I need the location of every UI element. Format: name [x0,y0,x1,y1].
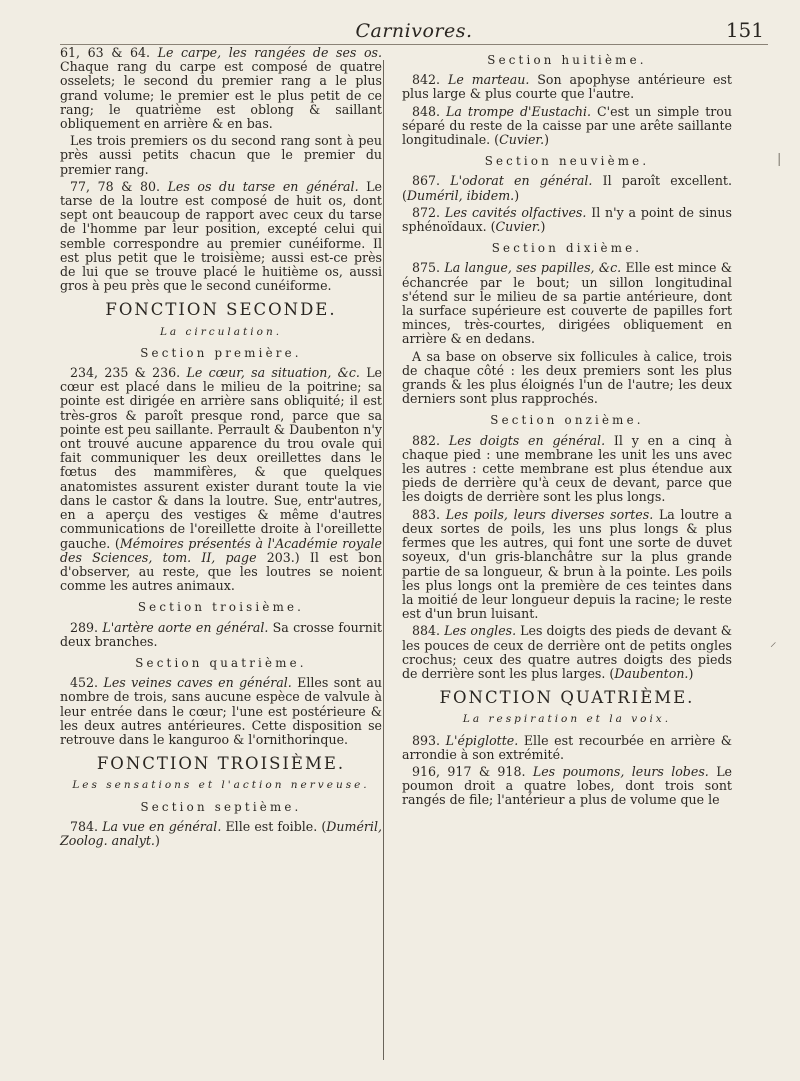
article-text: Son apophyse antérieure est plus large & plus courte que l'autre. [402,72,732,102]
article-title: La trompe d'Eustachi. [446,103,592,119]
paragraph: Les trois premiers os du second rang sont à peu près aussi petits chacun que le premier du premier rang. [60,133,382,177]
article-text: 203.) Il est bon d'observer, au reste, que les loutres se noient comme les autres animaux. [60,549,382,594]
margin-mark: | [777,152,782,167]
article-text: Le poumon droit a quatre lobes, dont trois sont rangés de file; l'antérieur a plus de volume que le [402,763,733,808]
article-number: 893. [412,732,441,748]
article-text: Elle est foible. ( [225,818,327,834]
article-text: Elle est recourbée en arrière & arrondie à son extrémité. [402,732,732,762]
article-title: Le cœur, sa situation, &c. [186,365,360,381]
paragraph [402,206,732,234]
paragraph [402,261,732,346]
article-title: L'artère aorte en général. [102,619,269,635]
paragraph: A sa base on observe six follicules à calice, trois de chaque côté : les deux premiers sont les plus grands & les plus éloignés l'un de l'autre; les deux derniers sont plus rapprochés. [402,348,732,407]
paragraph [60,621,382,649]
subheading: Les sensations et l'action nerveuse. [72,779,370,792]
subheading: La respiration et la voix. [462,713,672,726]
article-number: 289. [70,619,99,635]
article-title: La vue en général. [102,818,222,834]
article-title: Les poils, leurs diverses sortes. [445,506,654,522]
citation: Cuvier. [499,132,545,148]
left-column [60,46,382,851]
section-heading: Section troisième. [137,600,305,615]
article-number: 61, 63 & 64. [60,45,151,60]
article-number: 916, 917 & 918. [412,763,526,779]
article-text: C'est un simple trou séparé du reste de la caisse par une arête saillante longitudinale. ( [402,103,732,148]
margin-mark: ⸝ [770,635,777,650]
article-text: Elle est mince & échancrée par le bout; un sillon longitudinal s'étend sur le milieu de sa partie antérieure, dont la surface supérieure est couverte de papilles fort minces, très-courtes, dirigées obliquement en arrière & en dedans. [402,260,732,347]
article-number: 784. [70,818,99,834]
article-number: 883. [412,506,441,522]
article-text: La loutre a deux sortes de poils, les uns plus longs & plus fermes que les autres, qui font une sorte de duvet soyeux, d'un gris-blanchâtre sur la plus grande partie de sa longueur, & brun à la pointe. Les poils les plus longs ont la première de ces teintes dans la moitié de leur longueur depuis la racine; le reste est d'un brun luisant. [402,506,732,622]
citation: Duméril, ibidem. [406,187,515,203]
article-title: Les ongles. [444,623,517,639]
running-title: Carnivores. [355,20,473,42]
article-number: 848. [412,103,441,119]
citation: Cuvier. [495,219,541,235]
page-number: 151 [725,18,764,42]
paragraph [402,434,732,505]
section-heading: Section septième. [140,799,302,814]
section-heading: Section quatrième. [135,655,307,670]
paragraph [60,676,382,747]
article-text: Elles sont au nombre de trois, sans aucune espèce de valvule à leur entrée dans le cœur; l'une est postérieure & les deux autres antérieures. Cette disposition se retrouve dans le kanguroo & l'ornithorinque. [60,675,382,747]
section-heading: Section dixième. [491,241,643,256]
article-text: Le cœur est placé dans le milieu de la poitrine; sa pointe est dirigée en arrière sans obliquité; il est très-gros & paroît presque rond, parce que sa pointe est peu saillante. Perrault & Daubenton n'y ont trouvé aucune apparence du trou ovale qui fait communiquer les deux oreillettes dans le fœtus des mammifères, & que quelques anatomistes assurent exister durant toute la vie dans le castor & dans la loutre. Sue, entr'autres, en a aperçu des vestiges & même d'autres communications de l'oreillette droite à l'oreillette gauche. ( [60,365,383,551]
article-text: Chaque rang du carpe est composé de quatre osselets; le second du premier rang a le plus grand volume; le premier est le plus petit de ce rang; le quatrième est oblong & saillant obliquement en arrière & en bas. [60,59,382,132]
paragraph [402,174,732,202]
article-title: L'odorat en général. [450,173,593,189]
paragraph [60,46,382,131]
article-title: Les os du tarse en général. [167,178,359,194]
fonction-heading: FONCTION SECONDE. [105,300,337,320]
fonction-heading: FONCTION TROISIÈME. [96,754,346,774]
article-text: Il y en a cinq à chaque pied : une membrane les unit les uns avec les autres : cette membrane est plus étendue aux pieds de derrière qu'à ceux de devant, parce que les doigts de derrière sont les plus longs. [402,432,732,505]
subheading: La circulation. [159,325,283,338]
article-number: 452. [70,675,99,691]
article-title: Le carpe, les rangées de ses os. [157,45,382,60]
running-head [60,18,768,45]
article-number: 882. [412,432,441,448]
article-number: 872. [412,204,441,220]
citation: Duméril, Zoolog. analyt. [60,818,382,848]
article-number: 867. [412,173,441,189]
section-heading: Section première. [140,345,302,360]
article-text: ) [544,132,549,148]
article-title: La langue, ses papilles, &c. [444,260,622,276]
article-number: 884. [412,623,441,639]
article-text: ) [688,665,694,681]
article-number: 234, 235 & 236. [70,365,181,381]
paragraph [402,624,732,681]
citation: Mémoires présentés à l'Académie royale des Sciences, tom. II, page [60,535,383,565]
article-number: 842. [412,72,441,88]
article-text: Il paroît excellent. ( [402,173,732,203]
paragraph [402,105,732,148]
article-text: Il n'y a point de sinus sphénoïdaux. ( [402,204,732,235]
article-title: Le marteau. [447,72,530,88]
section-heading: Section huitième. [487,53,647,67]
article-title: Les doigts en général. [448,432,606,448]
paragraph [402,765,732,808]
paragraph [402,73,732,101]
section-heading: Section neuvième. [484,154,650,169]
article-text: ) [540,219,546,235]
paragraph [402,734,732,762]
right-column [402,46,732,811]
paragraph [60,366,382,593]
article-text: Sa crosse fournit deux branches. [60,619,382,649]
paragraph [402,508,732,622]
article-title: L'épiglotte. [445,732,519,748]
fonction-heading: FONCTION QUATRIÈME. [439,688,695,708]
citation: Daubenton. [614,665,689,681]
article-title: Les cavités olfactives. [444,204,587,220]
article-text: Les doigts des pieds de devant & les pouces de ceux de derrière ont de petits ongles crochus; ceux des quatre autres doigts des pieds de derrière sont les plus larges. ( [402,623,733,681]
article-text: Le tarse de la loutre est composé de huit os, dont sept ont beaucoup de rapport avec ceux du tarse de l'homme par leur position, excepté celui qui semble correspondre au premier cunéiforme. Il est plus petit que le troisième; aussi est-ce près de lui que se trouve placé le huitième os, aussi gros à peu près que le second cunéiforme. [60,178,382,294]
article-number: 77, 78 & 80. [70,178,160,194]
article-title: Les veines caves en général. [103,675,292,691]
paragraph [60,820,382,848]
article-number: 875. [412,260,441,276]
article-title: Les poumons, leurs lobes. [532,763,709,779]
column-divider [383,60,384,1060]
article-text: ) [154,832,160,848]
paragraph [60,180,382,294]
article-text: ) [514,187,520,203]
section-heading: Section onzième. [490,413,644,428]
